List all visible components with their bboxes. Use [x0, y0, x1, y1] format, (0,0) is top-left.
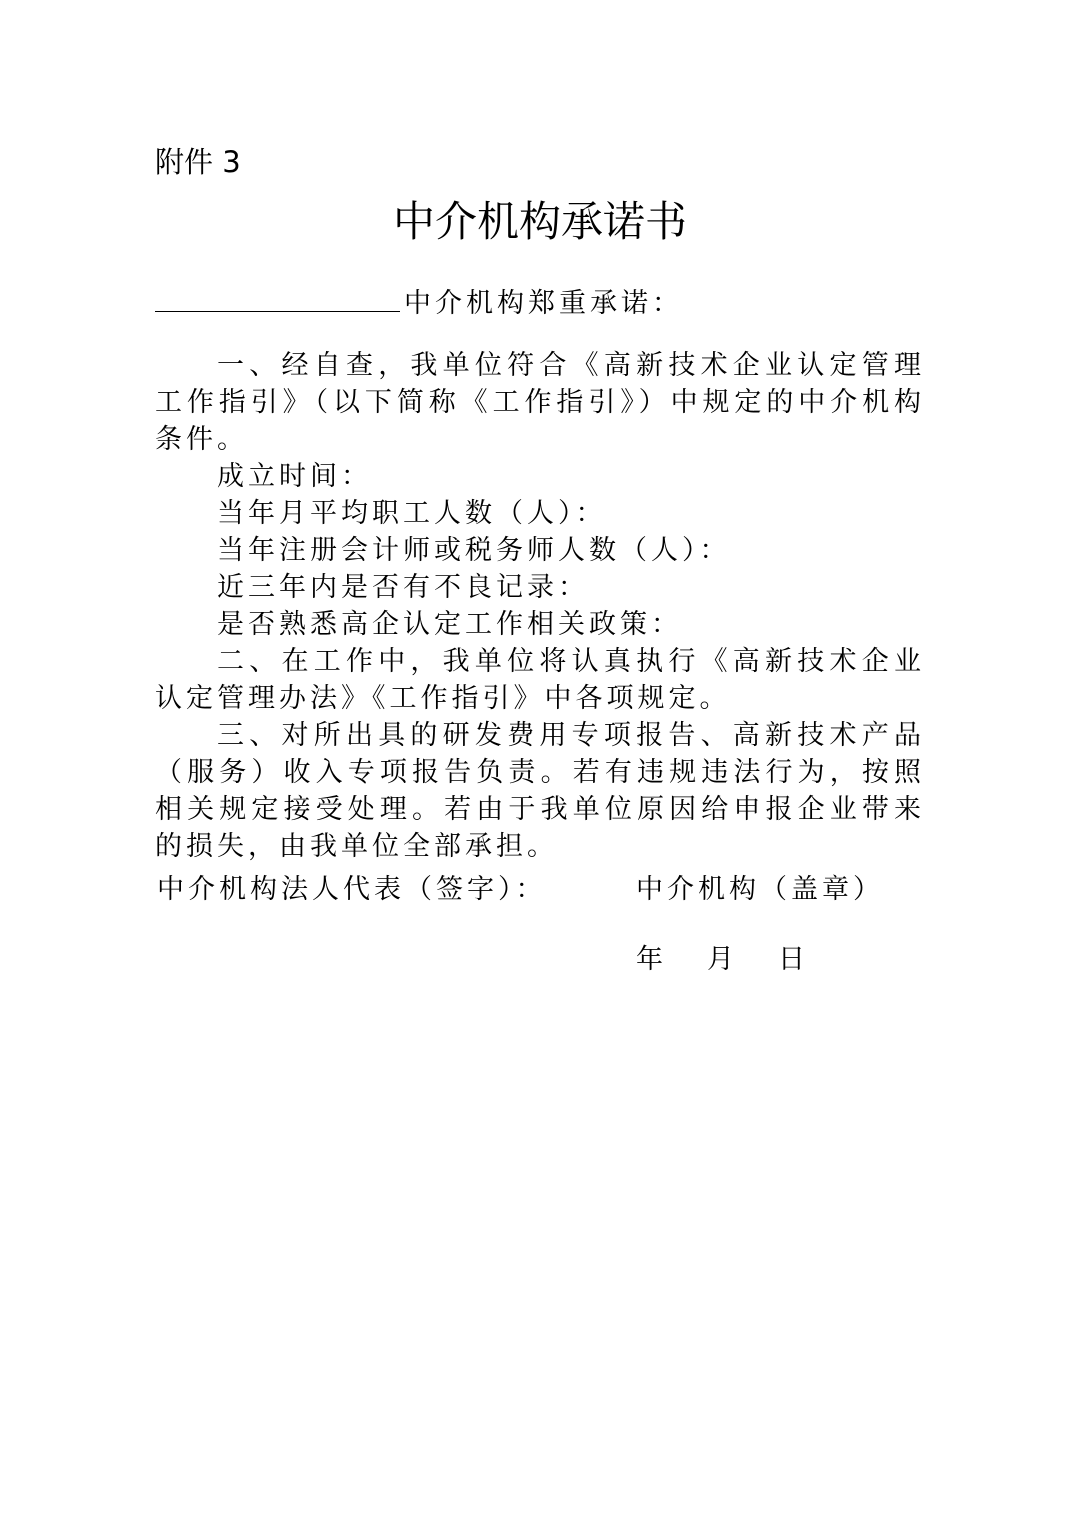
field-accountant-count: 当年注册会计师或税务师人数（人）： — [217, 535, 731, 566]
legal-representative-signature-label: 中介机构法人代表（签字）： — [157, 874, 547, 905]
field-bad-record: 近三年内是否有不良记录： — [217, 572, 589, 603]
agency-name-blank — [155, 287, 400, 312]
signature-date — [636, 940, 805, 980]
paragraph-responsibility: 三、对所出具的研发费用专项报告、高新技术产品（服务）收入专项报告负责。若有违规违法行为，按照相关规定接受处理。若由于我单位原因给申报企业带来的损失，由我单位全部承担。 — [155, 720, 925, 862]
field-established-time: 成立时间： — [217, 461, 372, 492]
agency-seal-label: 中介机构（盖章） — [636, 874, 884, 905]
date-day: 日 — [778, 944, 805, 975]
intro-text: 中介机构郑重承诺： — [404, 288, 683, 319]
date-year: 年 — [636, 944, 663, 975]
paragraph-compliance: 二、在工作中，我单位将认真执行《高新技术企业认定管理办法》《工作指引》中各项规定。 — [155, 646, 925, 714]
field-average-staff: 当年月平均职工人数（人）： — [217, 498, 607, 529]
attachment-label: 附件 3 — [155, 145, 241, 179]
document-title: 中介机构承诺书 — [392, 197, 687, 246]
paragraph-qualification: 一、经自查，我单位符合《高新技术企业认定管理工作指引》（以下简称《工作指引》）中规定的中介机构条件。 — [155, 350, 925, 455]
commitment-body — [155, 347, 925, 865]
date-month: 月 — [707, 944, 734, 975]
field-policy-familiarity: 是否熟悉高企认定工作相关政策： — [217, 609, 682, 640]
intro-line — [155, 284, 683, 324]
